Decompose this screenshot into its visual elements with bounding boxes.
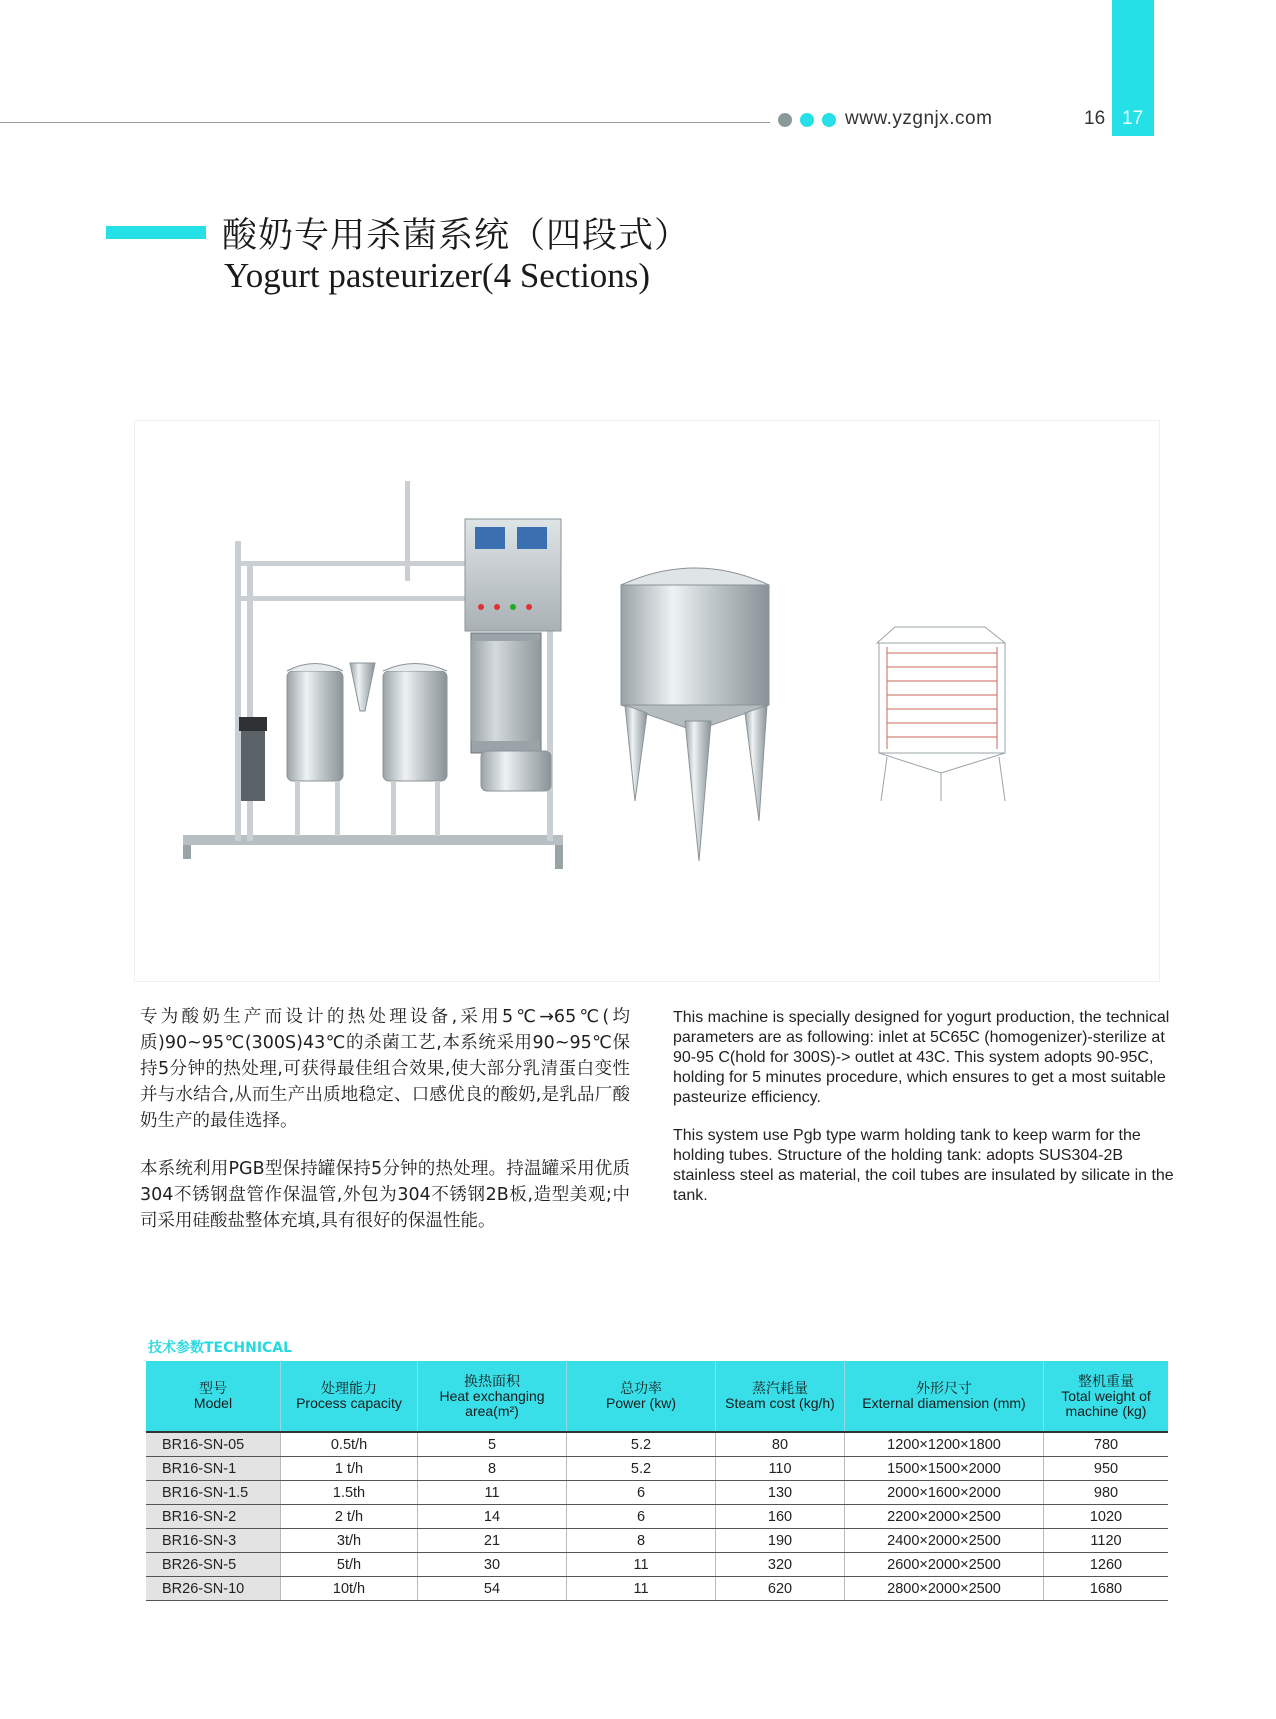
holding-tank: [621, 568, 769, 861]
title-accent-bar: [106, 226, 206, 239]
header-model: 型号 Model: [146, 1361, 281, 1432]
cell-model: BR26-SN-5: [146, 1553, 281, 1577]
dot-icon: [822, 113, 836, 127]
pasteurizer-skid: [183, 481, 563, 869]
cell-capacity: 5t/h: [281, 1553, 418, 1577]
tank-cutaway-diagram: [877, 627, 1005, 801]
table-row: [146, 1553, 1168, 1577]
cell-steam: 80: [716, 1432, 845, 1457]
header-steam: 蒸汽耗量 Steam cost (kg/h): [716, 1361, 845, 1432]
dot-icon: [800, 113, 814, 127]
page-title-en: Yogurt pasteurizer(4 Sections): [224, 256, 651, 295]
cell-heat-area: 54: [418, 1577, 567, 1601]
cell-weight: 1680: [1044, 1577, 1169, 1601]
cell-steam: 620: [716, 1577, 845, 1601]
description-en-1: This machine is specially designed for yogurt production, the technical parameters are as following: inlet at 5C65C (homogenizer)-sterilize at 90-95 C(hold for 300S)-> outlet at 43C. This system adopts 90-95C, holding for 5 minutes procedure, which ensures to get a most suitable pasteurize efficiency.: [673, 1009, 1170, 1106]
cell-heat-area: 14: [418, 1505, 567, 1529]
cell-steam: 320: [716, 1553, 845, 1577]
cell-heat-area: 5: [418, 1432, 567, 1457]
cell-power: 6: [567, 1505, 716, 1529]
website-url[interactable]: www.yzgnjx.com: [845, 108, 993, 129]
cell-dimension: 1500×1500×2000: [845, 1457, 1044, 1481]
page-number-left: 16: [1084, 108, 1106, 129]
cell-model: BR16-SN-2: [146, 1505, 281, 1529]
cell-power: 11: [567, 1553, 716, 1577]
table-row: [146, 1577, 1168, 1601]
cell-weight: 1020: [1044, 1505, 1169, 1529]
cell-power: 5.2: [567, 1457, 716, 1481]
cell-capacity: 3t/h: [281, 1529, 418, 1553]
cell-weight: 950: [1044, 1457, 1169, 1481]
cell-weight: 1120: [1044, 1529, 1169, 1553]
cell-dimension: 1200×1200×1800: [845, 1432, 1044, 1457]
cell-dimension: 2400×2000×2500: [845, 1529, 1044, 1553]
table-row: [146, 1481, 1168, 1505]
header-heat-area: 换热面积 Heat exchanging area(m²): [418, 1361, 567, 1432]
header-power: 总功率 Power (kw): [567, 1361, 716, 1432]
table-row: [146, 1505, 1168, 1529]
cell-steam: 160: [716, 1505, 845, 1529]
cell-heat-area: 30: [418, 1553, 567, 1577]
cell-capacity: 10t/h: [281, 1577, 418, 1601]
cell-heat-area: 11: [418, 1481, 567, 1505]
table-row: [146, 1457, 1168, 1481]
cell-weight: 780: [1044, 1432, 1169, 1457]
cell-steam: 130: [716, 1481, 845, 1505]
cell-weight: 980: [1044, 1481, 1169, 1505]
cell-steam: 190: [716, 1529, 845, 1553]
cell-dimension: 2000×1600×2000: [845, 1481, 1044, 1505]
cell-model: BR16-SN-3: [146, 1529, 281, 1553]
page-number-right: 17: [1122, 108, 1144, 129]
cell-dimension: 2200×2000×2500: [845, 1505, 1044, 1529]
cell-model: BR16-SN-1: [146, 1457, 281, 1481]
dot-icon: [778, 113, 792, 127]
cell-capacity: 1.5th: [281, 1481, 418, 1505]
header-dots: [778, 113, 836, 127]
equipment-illustration: [135, 421, 1159, 981]
header-rule: [0, 122, 770, 123]
spec-table-title: 技术参数TECHNICAL: [148, 1340, 293, 1356]
header-weight: 整机重量 Total weight of machine (kg): [1044, 1361, 1169, 1432]
cell-capacity: 0.5t/h: [281, 1432, 418, 1457]
cell-dimension: 2600×2000×2500: [845, 1553, 1044, 1577]
spec-header-row: [146, 1361, 1168, 1432]
description-cn-2: 本系统利用PGB型保持罐保持5分钟的热处理。持温罐采用优质304不锈钢盘管作保温管,外包为304不锈钢2B板,造型美观;中司采用硅酸盐整体充填,具有很好的保温性能。: [140, 1159, 630, 1231]
cell-power: 6: [567, 1481, 716, 1505]
cell-power: 8: [567, 1529, 716, 1553]
header-capacity: 处理能力 Process capacity: [281, 1361, 418, 1432]
description-en-2: This system use Pgb type warm holding tank to keep warm for the holding tubes. Structure of the holding tank: adopts SUS304-2B stainless steel as material, the coil tubes are insulated by silicate in the tank.: [673, 1127, 1174, 1204]
table-row: [146, 1529, 1168, 1553]
cell-dimension: 2800×2000×2500: [845, 1577, 1044, 1601]
header-dimension: 外形尺寸 External diamension (mm): [845, 1361, 1044, 1432]
cell-heat-area: 8: [418, 1457, 567, 1481]
cell-weight: 1260: [1044, 1553, 1169, 1577]
cell-power: 5.2: [567, 1432, 716, 1457]
cell-model: BR16-SN-05: [146, 1432, 281, 1457]
page-title-cn: 酸奶专用杀菌系统（四段式）: [222, 216, 691, 256]
cell-heat-area: 21: [418, 1529, 567, 1553]
spec-table: [146, 1361, 1168, 1601]
cell-power: 11: [567, 1577, 716, 1601]
table-row: [146, 1432, 1168, 1457]
cell-capacity: 2 t/h: [281, 1505, 418, 1529]
cell-steam: 110: [716, 1457, 845, 1481]
product-photo: [134, 420, 1160, 982]
cell-model: BR16-SN-1.5: [146, 1481, 281, 1505]
description-cn-1: 专为酸奶生产而设计的热处理设备,采用5℃→65℃(均质)90~95℃(300S)43℃的杀菌工艺,本系统采用90~95℃保持5分钟的热处理,可获得最佳组合效果,使大部分乳清蛋白变性并与水结合,从而生产出质地稳定、口感优良的酸奶,是乳品厂酸奶生产的最佳选择。: [140, 1007, 630, 1131]
cell-model: BR26-SN-10: [146, 1577, 281, 1601]
cell-capacity: 1 t/h: [281, 1457, 418, 1481]
